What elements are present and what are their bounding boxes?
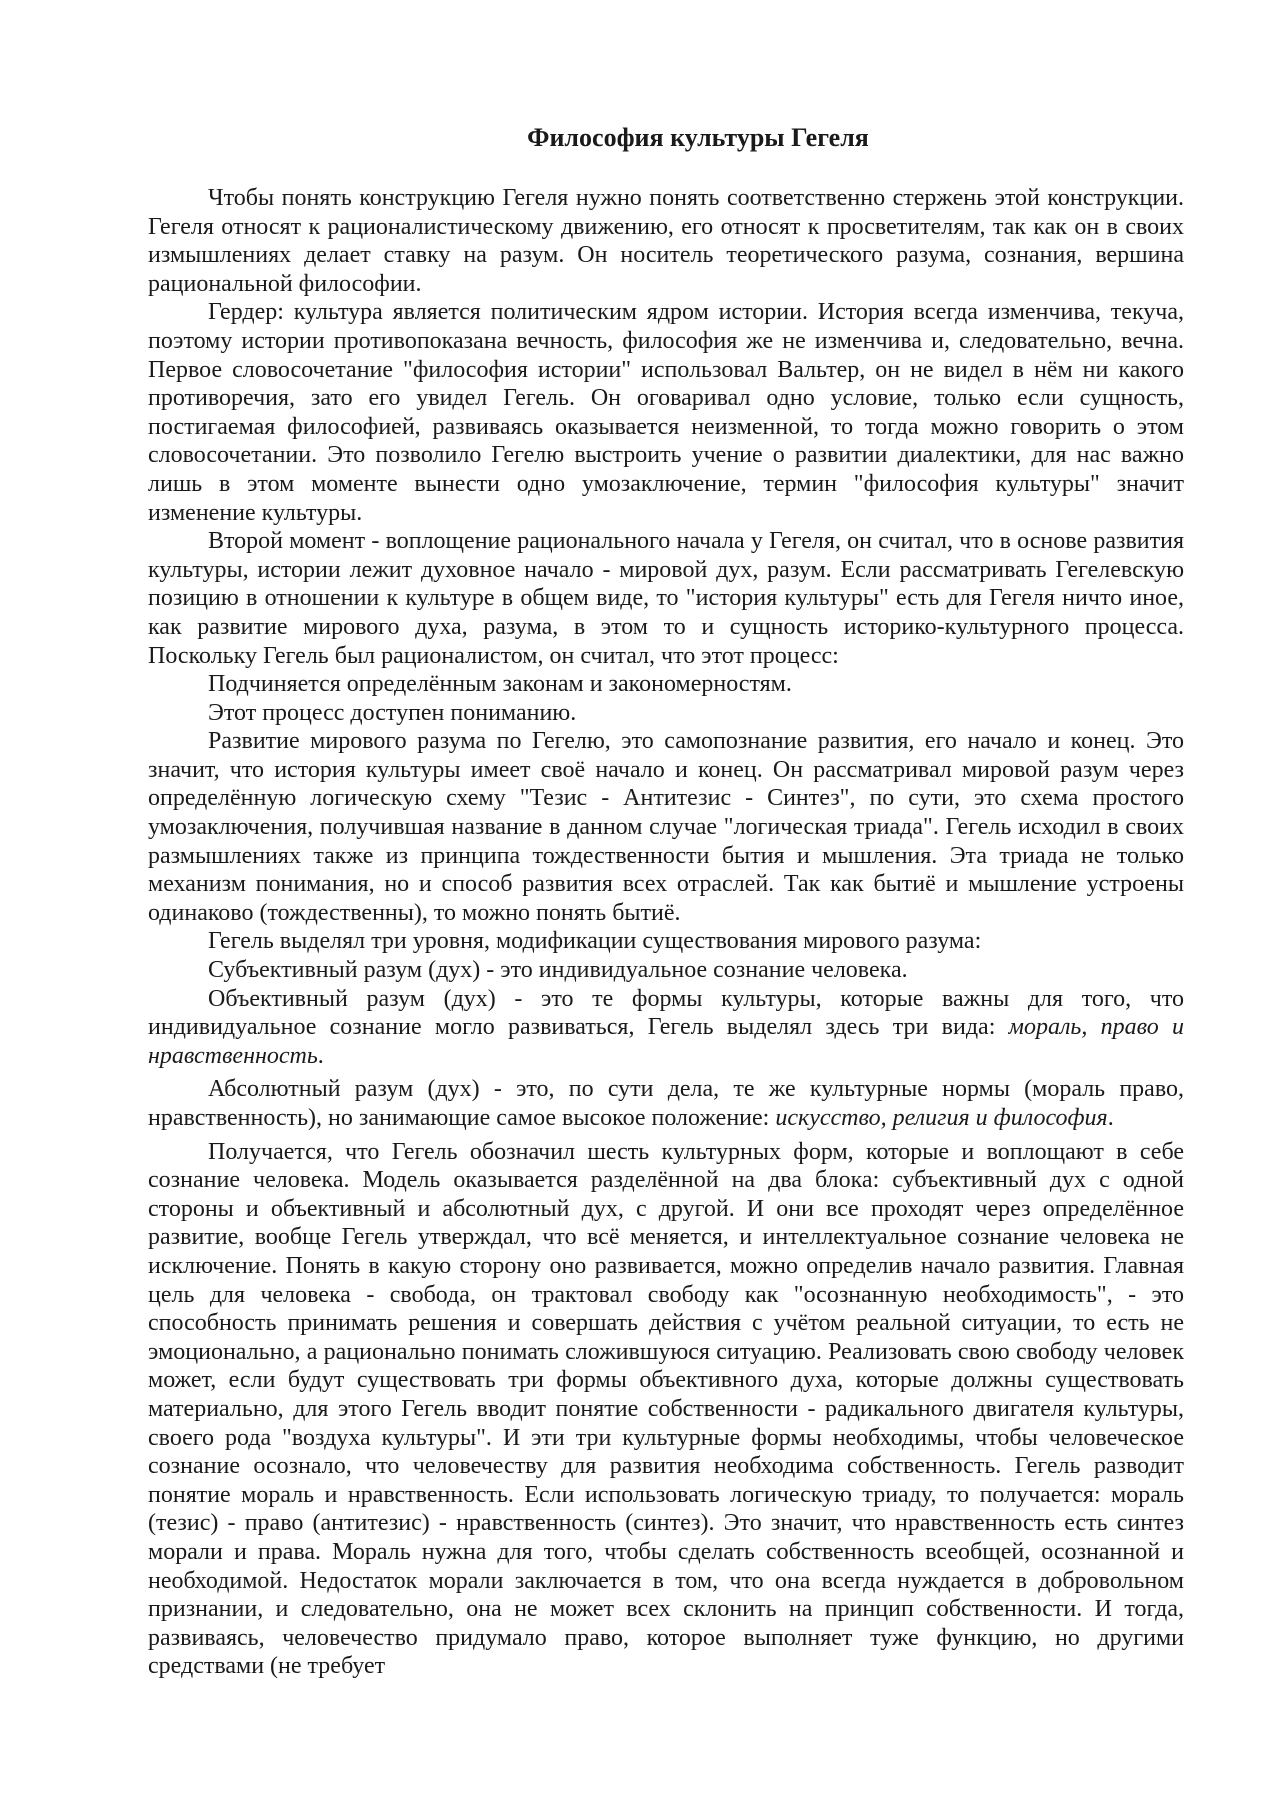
paragraph-understanding: Этот процесс доступен пониманию. <box>208 699 577 726</box>
paragraph-objective-end: . <box>317 1042 324 1069</box>
paragraph-absolute-end: . <box>1107 1105 1114 1131</box>
paragraph-absolute-italic: искусство, религия и философия <box>775 1105 1108 1131</box>
paragraph-objective-italic: мораль, право и нравственность <box>148 1014 1184 1069</box>
paragraph-absolute <box>148 1075 1184 1132</box>
paragraph-world-reason: Развитие мирового разума по Гегелю, это самопознание развития, его начало и конец. Это значит, что история культуры имеет своё начало и конец. Он рассматривал мировой разум через определённую логическую схему "Тезис - Антитезис - Синтез", по сути, это схема простого умозаключения, получившая название в данном случае "логическая триада". Гегель исходил в своих размышлениях также из принципа тождественности бытия и мышления. Эта триада не только механизм понимания, но и способ развития всех отраслей. Так как бытиё и мышление устроены одинаково (тождественны), то можно понять бытиё. <box>148 728 1184 926</box>
document-title: Философия культуры Гегеля <box>527 123 869 152</box>
paragraph-objective-text: Объективный разум (дух) - это те формы культуры, которые важны для того, что индивидуальное сознание могло развиваться, Гегель выделял здесь три вида: <box>148 985 1184 1041</box>
paragraph-absolute-text: Абсолютный разум (дух) - это, по сути дела, те же культурные нормы (мораль право, нравственность), но занимающие самое высокое положение: <box>148 1076 1184 1131</box>
paragraph-subjective: Субъективный разум (дух) - это индивидуальное сознание человека. <box>208 957 908 984</box>
paragraph-three-levels: Гегель выделял три уровня, модификации существования мирового разума: <box>208 928 982 955</box>
paragraph-second-moment: Второй момент - воплощение рационального начала у Гегеля, он считал, что в основе развития культуры, истории лежит духовное начало - мировой дух, разум. Если рассматривать Гегелевскую позицию в отношении к культуре в общем виде, то "история культуры" есть для Гегеля ничто иное, как развитие мирового духа, разума, в этом то и сущность историко-культурного процесса. Поскольку Гегель был рационалистом, он считал, что этот процесс: <box>148 528 1184 669</box>
paragraph-six-forms: Получается, что Гегель обозначил шесть культурных форм, которые и воплощают в себе сознание человека. Модель оказывается разделённой на два блока: субъективный дух с одной стороны и объективный и абсолютный дух, с другой. И они все проходят через определённое развитие, вообще Гегель утверждал, что всё меняется, и интеллектуальное сознание человека не исключение. Понять в какую сторону оно развивается, можно определив начало развития. Главная цель для человека - свобода, он трактовал свободу как "осознанную необходимость", - это способность принимать решения и совершать действия с учётом реальной ситуации, то есть не эмоционально, а рационально понимать сложившуюся ситуацию. Реализовать свою свободу человек может, если будут существовать три формы объективного духа, которые должны существовать материально, для этого Гегель вводит понятие собственности - радикального двигателя культуры, своего рода "воздуха культуры". И эти три культурные формы необходимы, чтобы человеческое сознание осознало, что человечеству для развития необходима собственность. Гегель разводит понятие мораль и нравственность. Если использовать логическую триаду, то получается: мораль (тезис) - право (антитезис) - нравственность (синтез). Это значит, что нравственность есть синтез морали и права. Мораль нужна для того, чтобы сделать собственность всеобщей, осознанной и необходимой. Недостаток морали заключается в том, что она всегда нуждается в добровольном признании, и следовательно, она не может всех склонить на принцип собственности. И тогда, развиваясь, человечество придумало право, которое выполняет туже функцию, но другими средствами (не требует <box>148 1138 1184 1680</box>
document-body <box>148 122 1184 1681</box>
paragraph-herder: Гердер: культура является политическим ядром истории. История всегда изменчива, текуча, поэтому истории противопоказана вечность, философия же не изменчива и, следовательно, вечна. Первое словосочетание "философия истории" использовал Вальтер, он не видел в нём ни какого противоречия, зато его увидел Гегель. Он оговаривал одно условие, только если сущность, постигаемая философией, развиваясь оказывается неизменной, то тогда можно говорить о этом словосочетании. Это позволило Гегелю выстроить учение о развитии диалектики, для нас важно лишь в этом моменте вынести одно умозаключение, термин "философия культуры" значит изменение культуры. <box>148 299 1184 526</box>
paragraph-objective <box>148 985 1184 1071</box>
paragraph-laws: Подчиняется определённым законам и закономерностям. <box>208 671 792 698</box>
paragraph-intro: Чтобы понять конструкцию Гегеля нужно понять соответственно стержень этой конструкции. Гегеля относят к рационалистическому движению, его относят к просветителям, так как он в своих измышлениях делает ставку на разум. Он носитель теоретического разума, сознания, вершина рациональной философии. <box>148 185 1184 297</box>
